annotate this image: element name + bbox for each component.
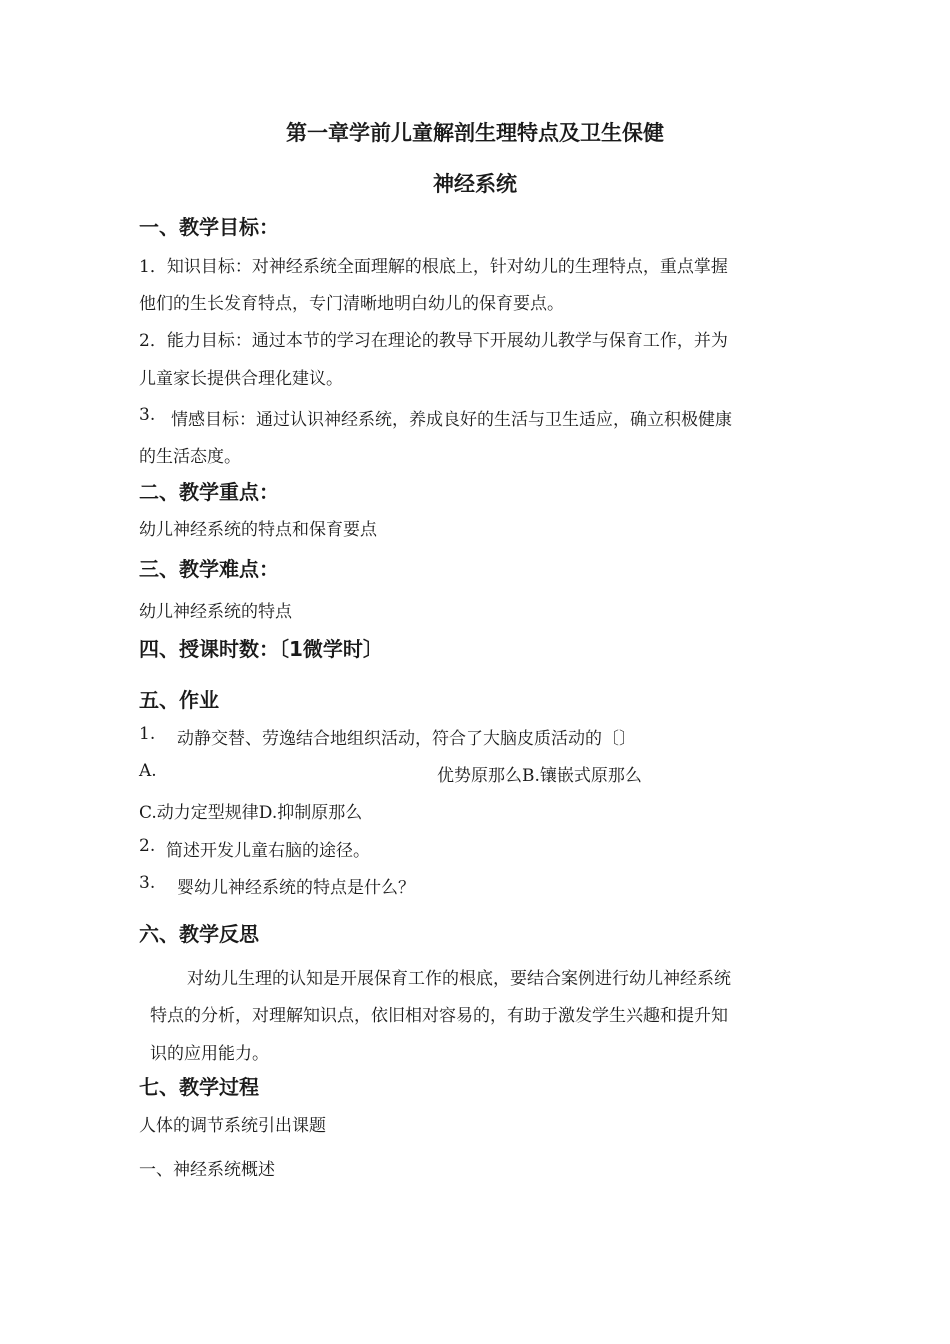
homework-q1-number: 1. [139,724,156,744]
process-line1: 人体的调节系统引出课题 [139,1116,326,1136]
homework-q2-number: 2. [139,836,156,856]
goal1-line1: 1．知识目标：对神经系统全面理解的根底上，针对幼儿的生理特点，重点掌握 [139,257,728,277]
homework-q1-option-a: A. [139,761,157,781]
difficulties-text: 幼儿神经系统的特点 [139,602,292,622]
section-heading-homework: 五、作业 [139,688,219,712]
page-title: 第一章学前儿童解剖生理特点及卫生保健 [286,121,664,145]
homework-q1-options-ab: 优势原那么B.镶嵌式原那么 [437,766,642,786]
section-heading-reflection: 六、教学反思 [139,922,259,946]
reflection-line3: 识的应用能力。 [150,1044,269,1064]
section-heading-difficulties: 三、教学难点： [139,557,279,581]
section-heading-process: 七、教学过程 [139,1075,259,1099]
process-line2: 一、神经系统概述 [139,1160,275,1180]
section-heading-hours: 四、授课时数：〔1微学时〕 [139,637,383,661]
goal1-line2: 他们的生长发育特点，专门清晰地明白幼儿的保育要点。 [139,294,564,314]
homework-q3-text: 婴幼儿神经系统的特点是什么？ [177,878,415,898]
goal3-line2: 的生活态度。 [139,447,241,467]
homework-q3-number: 3. [139,873,156,893]
homework-q1-options-cd: C.动力定型规律D.抑制原那么 [139,803,363,823]
key-points-text: 幼儿神经系统的特点和保育要点 [139,520,377,540]
reflection-line1: 对幼儿生理的认知是开展保育工作的根底，要结合案例进行幼儿神经系统 [187,969,731,989]
goal2-line1: 2．能力目标：通过本节的学习在理论的教导下开展幼儿教学与保育工作，并为 [139,331,728,351]
section-heading-key-points: 二、教学重点： [139,480,279,504]
homework-q2-text: 简述开发儿童右脑的途径。 [166,841,370,861]
homework-q1-text: 动静交替、劳逸结合地组织活动，符合了大脑皮质活动的〔〕 [177,729,636,749]
page-subtitle: 神经系统 [433,172,517,196]
reflection-line2: 特点的分析，对理解知识点，依旧相对容易的，有助于激发学生兴趣和提升知 [150,1006,728,1026]
goal3-line1: 情感目标：通过认识神经系统，养成良好的生活与卫生适应，确立积极健康 [171,410,732,430]
goal3-number: 3. [139,405,156,425]
section-heading-objectives: 一、教学目标： [139,215,279,239]
goal2-line2: 儿童家长提供合理化建议。 [139,369,343,389]
